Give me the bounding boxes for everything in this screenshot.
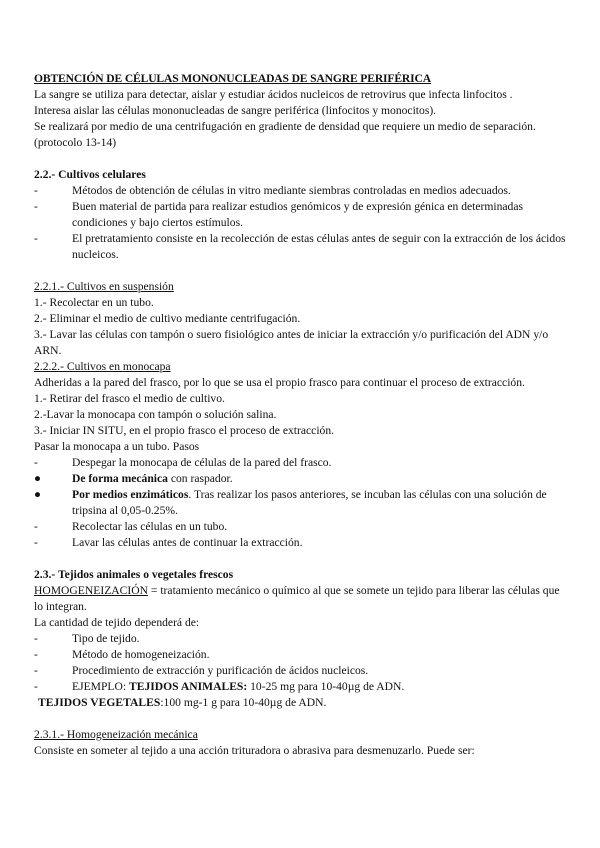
definition-line (34, 583, 568, 615)
intro-line-4: (protocolo 13-14) (34, 136, 117, 149)
text-span: con raspador. (167, 472, 233, 485)
dash-marker: - (34, 536, 38, 549)
list-item (34, 679, 568, 695)
text-line: Consiste en someter al tejido a una acción trituradora o abrasiva para desmenuzarlo. Puede ser: (34, 744, 475, 757)
list-item-text: Buen material de partida para realizar estudios genómicos y de expresión génica en determinadas condiciones y bajo ciertos estímulos. (72, 200, 524, 229)
subsection-heading-2-3-1: 2.3.1.- Homogeneización mecánica (34, 728, 198, 741)
section-heading-2-2: 2.2.- Cultivos celulares (34, 168, 146, 181)
bullet-marker: ● (34, 488, 42, 501)
text-line: 2.-Lavar la monocapa con tampón o solución salina. (34, 408, 277, 421)
subsection-heading-2-2-2: 2.2.2.- Cultivos en monocapa (34, 360, 171, 373)
dash-marker: - (34, 648, 38, 661)
dash-marker: - (34, 456, 38, 469)
list-item-text (72, 471, 568, 487)
list-item (34, 231, 568, 263)
text-line: La cantidad de tejido dependerá de: (34, 616, 200, 629)
intro-line-1: La sangre se utiliza para detectar, aislar y estudiar ácidos nucleicos de retrovirus que infecta linfocitos . (34, 88, 513, 101)
bold-term: Por medios enzimáticos (72, 488, 189, 501)
intro-line-3: Se realizará por medio de una centrifugación en gradiente de densidad que requiere un medio de separación. (34, 120, 536, 133)
list-item-text: El pretratamiento consiste en la recolección de estas células antes de seguir con la extracción de los ácidos nucleicos. (72, 232, 566, 261)
dash-marker: - (34, 664, 38, 677)
text-line: Adheridas a la pared del frasco, por lo que se usa el propio frasco para continuar el proceso de extracción. (34, 376, 525, 389)
document-title: OBTENCIÓN DE CÉLULAS MONONUCLEADAS DE SANGRE PERIFÉRICA (34, 72, 431, 85)
list-item (34, 535, 568, 551)
spacer (34, 263, 568, 279)
dash-marker: - (34, 232, 38, 245)
list-item (34, 183, 568, 199)
text-line (34, 695, 568, 711)
document-page (34, 71, 568, 759)
dash-marker: - (34, 200, 38, 213)
list-item-text: Lavar las células antes de continuar la extracción. (72, 536, 303, 549)
text-line: 1.- Retirar del frasco el medio de cultivo. (34, 392, 225, 405)
list-item-text (72, 679, 568, 695)
spacer (34, 151, 568, 167)
dash-marker: - (34, 520, 38, 533)
list-item-text: Recolectar las células en un tubo. (72, 520, 228, 533)
bullet-item (34, 487, 568, 519)
intro-line-2: Interesa aislar las células mononucleadas de sangre periférica (linfocitos y monocitos). (34, 104, 437, 117)
text-line: 1.- Recolectar en un tubo. (34, 296, 154, 309)
list-item-text (72, 487, 568, 519)
list-item (34, 647, 568, 663)
list-item (34, 663, 568, 679)
dash-marker: - (34, 632, 38, 645)
list-item (34, 631, 568, 647)
text-line: 3.- Lavar las células con tampón o suero fisiológico antes de iniciar la extracción y/o purificación del ADN y/o ARN. (34, 328, 549, 357)
list-item (34, 455, 568, 471)
list-item-text: Tipo de tejido. (72, 632, 140, 645)
text-span: EJEMPLO: (72, 680, 130, 693)
text-line: 3.- Iniciar IN SITU, en el propio frasco el proceso de extracción. (34, 424, 335, 437)
spacer (34, 551, 568, 567)
spacer (34, 711, 568, 727)
list-item-text: Despegar la monocapa de células de la pared del frasco. (72, 456, 332, 469)
text-span: 10-25 mg para 10-40µg de ADN. (247, 680, 405, 693)
subsection-heading-2-2-1: 2.2.1.- Cultivos en suspensión (34, 280, 174, 293)
bullet-item (34, 471, 568, 487)
list-item-text: Procedimiento de extracción y purificación de ácidos nucleicos. (72, 664, 369, 677)
list-item-text: Métodos de obtención de células in vitro mediante siembras controladas en medios adecuados. (72, 184, 511, 197)
term-homogeneizacion: HOMOGENEIZACIÓN (34, 584, 148, 597)
text-span: . Tras realizar los pasos anteriores, se incuban las células con una solución de tripsina al 0,05-0.25%. (72, 488, 547, 517)
text-span: = tratamiento mecánico o químico al que se somete un tejido para liberar las células que lo integran. (34, 584, 560, 613)
text-span: :100 mg-1 g para 10-40µg de ADN. (160, 696, 327, 709)
list-item (34, 519, 568, 535)
list-item-text: Método de homogeneización. (72, 648, 210, 661)
bold-term: TEJIDOS ANIMALES: (129, 680, 248, 693)
bullet-marker: ● (34, 472, 42, 485)
text-line: 2.- Eliminar el medio de cultivo mediante centrifugación. (34, 312, 301, 325)
dash-marker: - (34, 184, 38, 197)
text-line: Pasar la monocapa a un tubo. Pasos (34, 440, 200, 453)
list-item (34, 199, 568, 231)
section-heading-2-3: 2.3.- Tejidos animales o vegetales frescos (34, 568, 234, 581)
bold-term: TEJIDOS VEGETALES (38, 696, 161, 709)
bold-term: De forma mecánica (72, 472, 168, 485)
dash-marker: - (34, 680, 38, 693)
